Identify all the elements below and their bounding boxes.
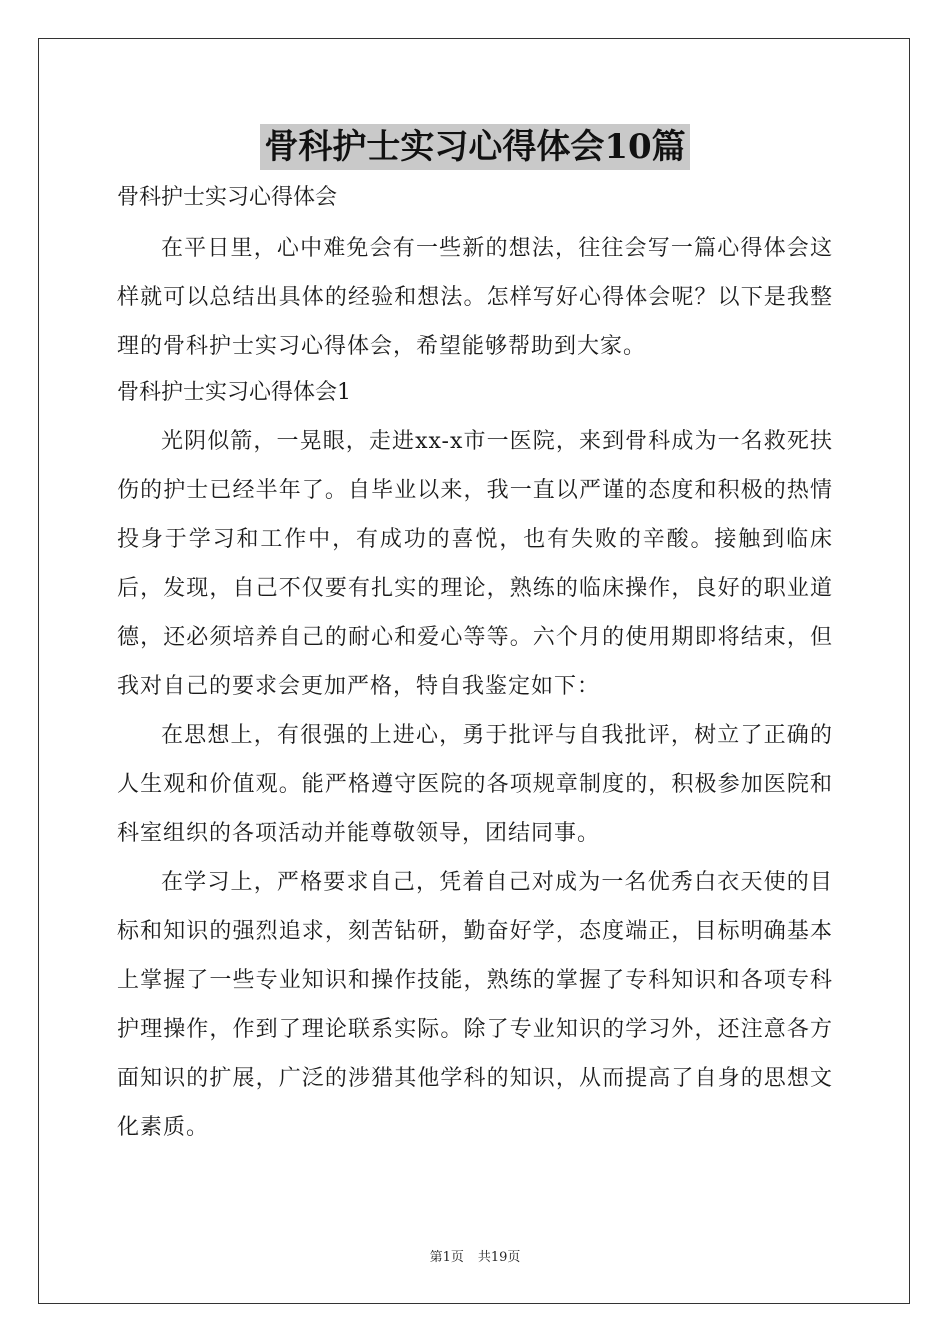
document-title: 骨科护士实习心得体会10篇 [260, 124, 689, 170]
intro-paragraph: 在平日里，心中难免会有一些新的想法，往往会写一篇心得体会这样就可以总结出具体的经验和想法。怎样写好心得体会呢？以下是我整理的骨科护士实习心得体会，希望能够帮助到大家。 [117, 236, 833, 359]
title-container [0, 124, 950, 170]
page-number: 第1页 [429, 1250, 464, 1265]
document-body [117, 178, 833, 1152]
page-footer [0, 1246, 950, 1265]
intro-heading: 骨科护士实习心得体会 [117, 185, 338, 210]
body-paragraph: 光阴似箭，一晃眼，走进xx-x市一医院，来到骨科成为一名救死扶伤的护士已经半年了。自毕业以来，我一直以严谨的态度和积极的热情投身于学习和工作中，有成功的喜悦，也有失败的辛酸。接触到临床后，发现，自己不仅要有扎实的理论，熟练的临床操作，良好的职业道德，还必须培养自己的耐心和爱心等等。六个月的使用期即将结束，但我对自己的要求会更加严格，特自我鉴定如下： [117, 429, 833, 699]
body-paragraph: 在思想上，有很强的上进心，勇于批评与自我批评，树立了正确的人生观和价值观。能严格遵守医院的各项规章制度的，积极参加医院和科室组织的各项活动并能尊敬领导，团结同事。 [117, 723, 833, 846]
section-heading: 骨科护士实习心得体会1 [117, 380, 351, 405]
page-total: 共19页 [477, 1250, 521, 1265]
body-paragraph: 在学习上，严格要求自己，凭着自己对成为一名优秀白衣天使的目标和知识的强烈追求，刻苦钻研，勤奋好学，态度端正，目标明确基本上掌握了一些专业知识和操作技能，熟练的掌握了专科知识和各项专科护理操作，作到了理论联系实际。除了专业知识的学习外，还注意各方面知识的扩展，广泛的涉猎其他学科的知识，从而提高了自身的思想文化素质。 [117, 870, 833, 1140]
